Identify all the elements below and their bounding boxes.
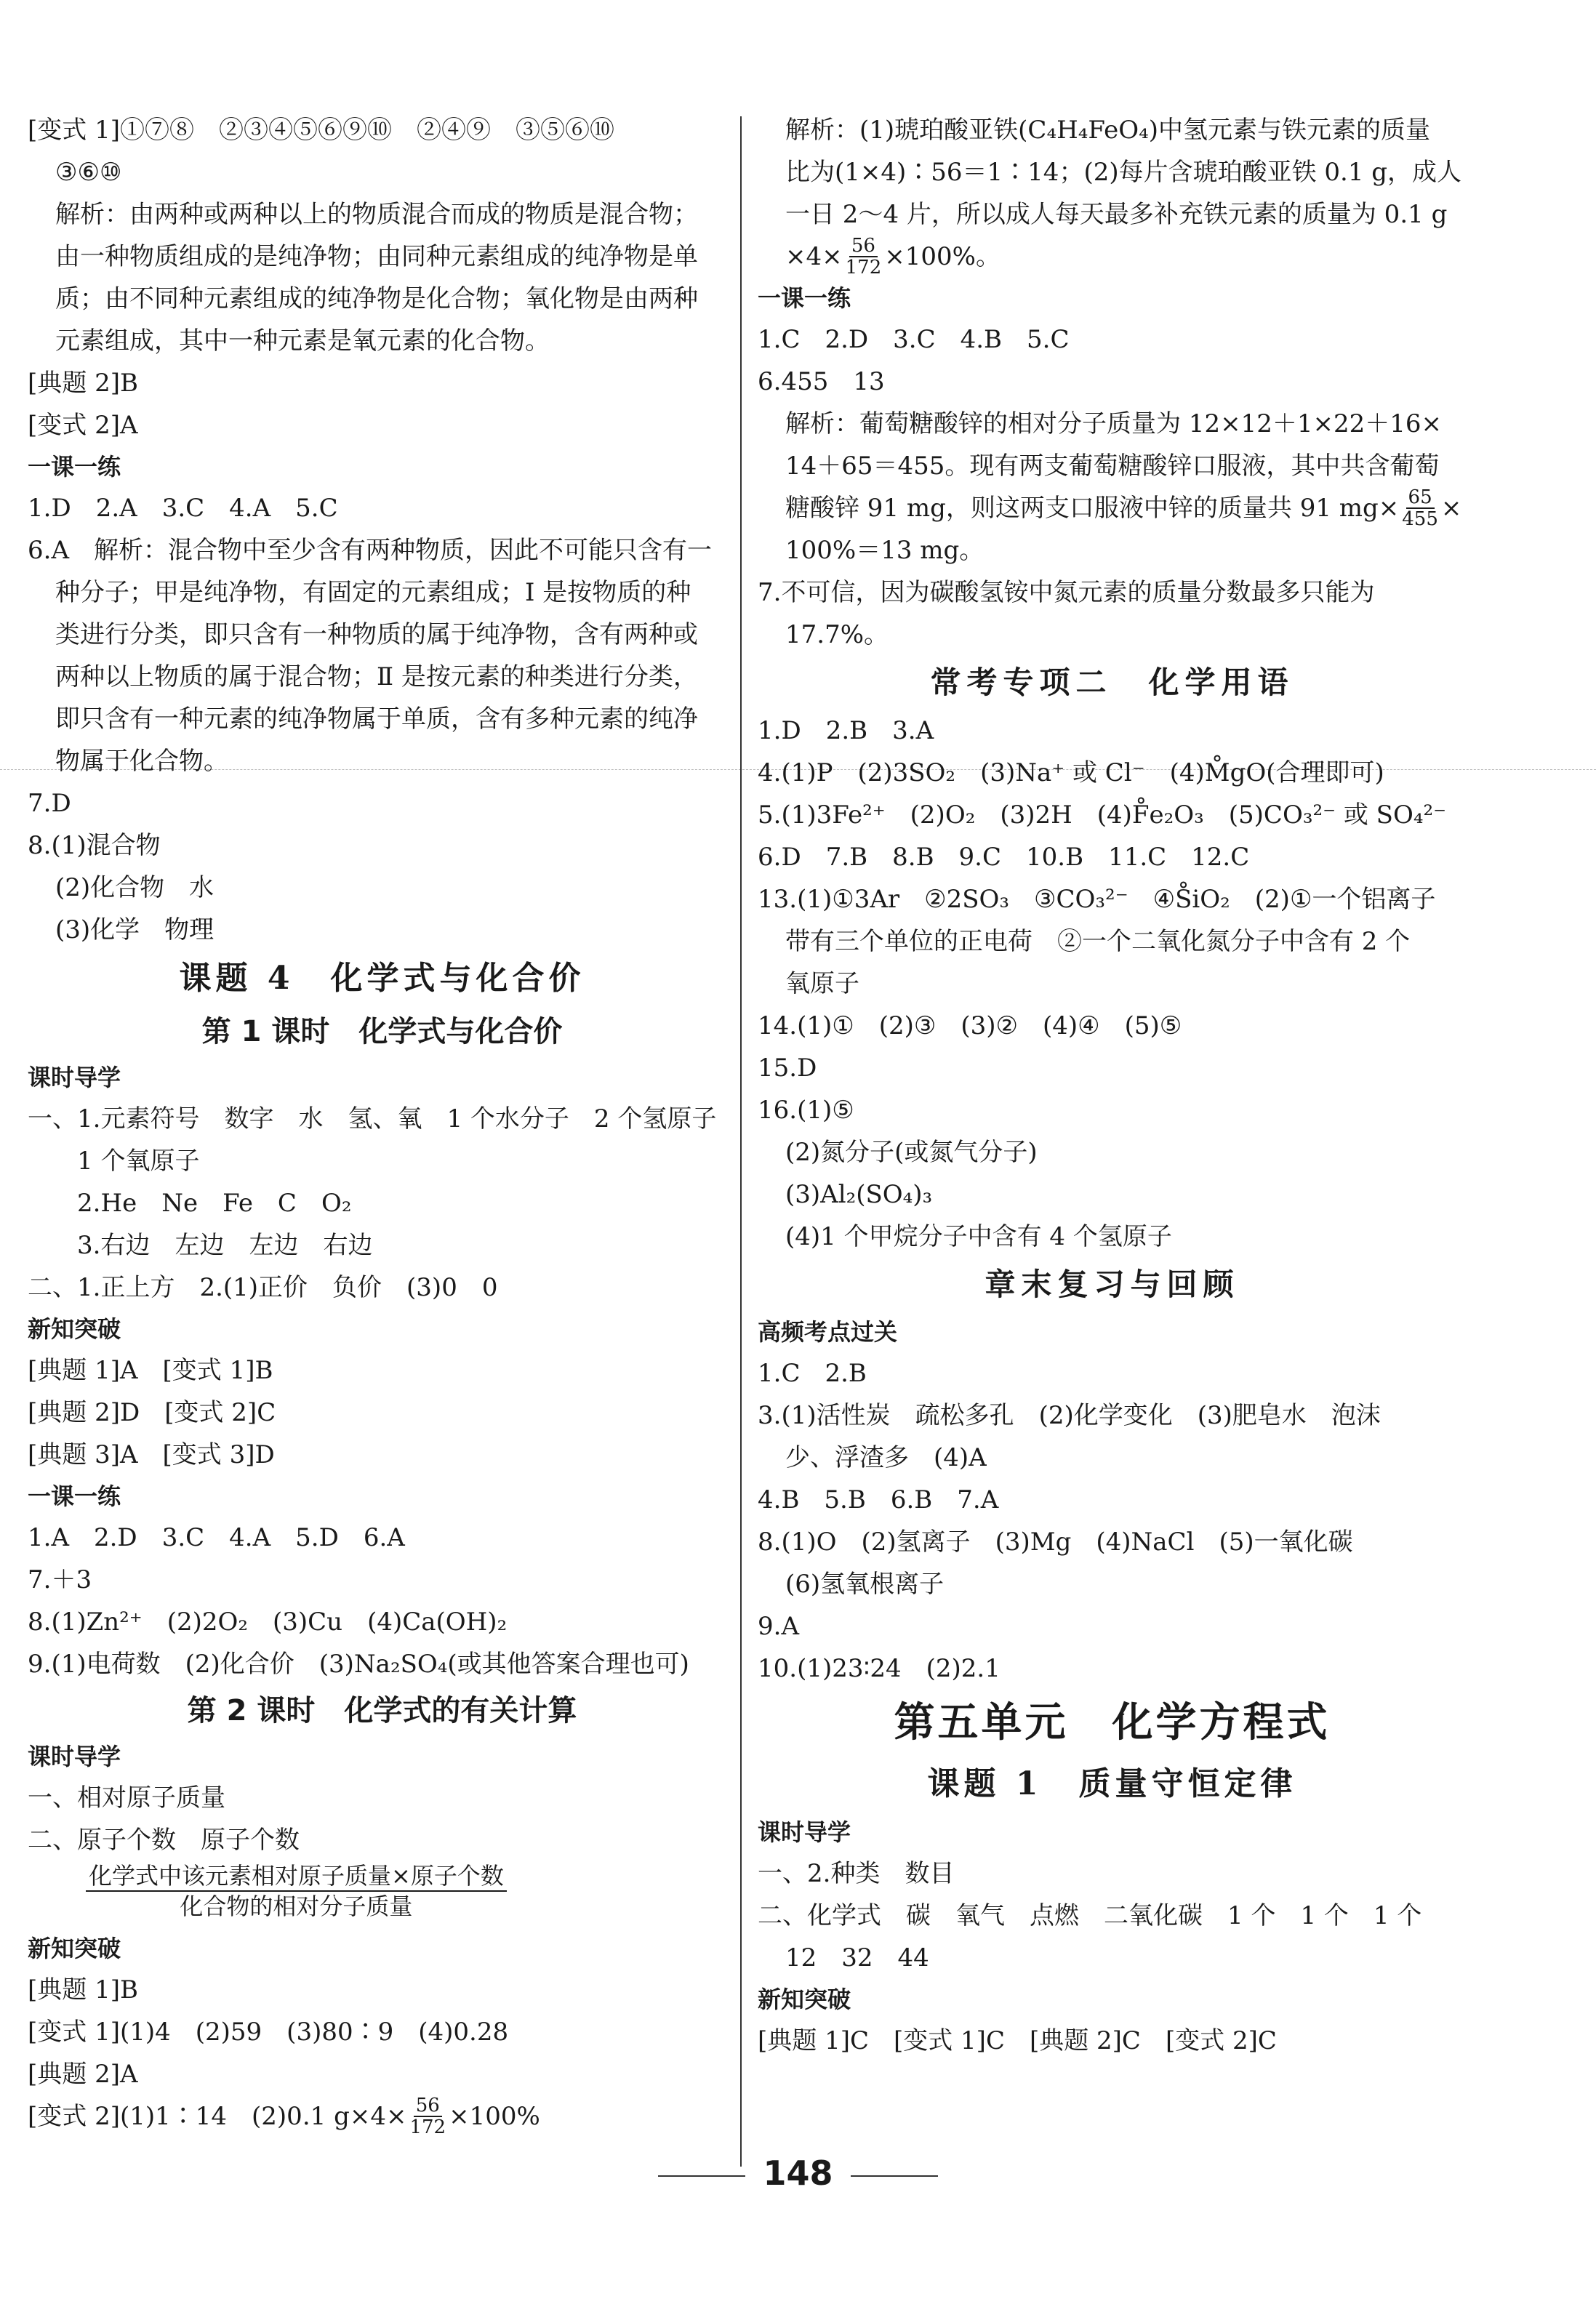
fraction-prefix: 糖酸锌 91 mg，则这两支口服液中锌的质量共 91 mg× xyxy=(785,494,1400,523)
answer-line: 物属于化合物。 xyxy=(55,747,228,776)
fraction-numerator: 56 xyxy=(849,236,878,257)
answer-line: 8.(1)O (2)氢离子 (3)Mg (4)NaCl (5)一氧化碳 xyxy=(758,1528,1353,1557)
answer-line: [典题 2]D [变式 2]C xyxy=(28,1398,276,1427)
answer-line: 100%＝13 mg。 xyxy=(785,536,985,565)
answer-line: 即只含有一种元素的纯净物属于单质，含有多种元素的纯净 xyxy=(55,705,698,734)
section-heading: 第五单元 化学方程式 xyxy=(894,1699,1331,1746)
answer-line: 7.＋3 xyxy=(28,1565,92,1594)
answer-line: 3.右边 左边 左边 右边 xyxy=(77,1231,373,1260)
fraction xyxy=(1402,487,1438,529)
answer-line: 17.7%。 xyxy=(785,620,889,649)
subsection-label: 新知突破 xyxy=(28,1315,121,1343)
answer-line: 1.A 2.D 3.C 4.A 5.D 6.A xyxy=(28,1523,405,1552)
answer-line: 一日 2～4 片，所以成人每天最多补充铁元素的质量为 0.1 g xyxy=(785,200,1448,229)
fraction-prefix: ×4× xyxy=(785,242,843,271)
answer-line: (2)化合物 水 xyxy=(55,873,214,902)
fraction-denominator: 455 xyxy=(1402,508,1438,530)
answer-line: 1.D 2.A 3.C 4.A 5.C xyxy=(28,494,338,523)
answer-line: 7.不可信，因为碳酸氢铵中氮元素的质量分数最多只能为 xyxy=(758,578,1375,607)
answer-line: 种分子；甲是纯净物，有固定的元素组成；Ⅰ 是按物质的种 xyxy=(55,578,691,607)
answer-line: 16.(1)⑤ xyxy=(758,1096,854,1125)
answer-line: 元素组成，其中一种元素是氧元素的化合物。 xyxy=(55,326,550,356)
fraction-denominator: 172 xyxy=(845,257,882,278)
page-number: 148 xyxy=(0,2154,1596,2193)
answer-line: 解析：(1)琥珀酸亚铁(C₄H₄FeO₄)中氢元素与铁元素的质量 xyxy=(785,116,1430,145)
answer-line: 质；由不同种元素组成的纯净物是化合物；氧化物是由两种 xyxy=(55,284,698,313)
answer-line: 一、1.元素符号 数字 水 氢、氧 1 个水分子 2 个氢原子 xyxy=(28,1104,717,1133)
fraction-numerator: 56 xyxy=(414,2095,442,2117)
answer-line: (4)1 个甲烷分子中含有 4 个氢原子 xyxy=(785,1222,1172,1251)
left-column xyxy=(28,109,737,2138)
subsection-label: 一课一练 xyxy=(28,453,121,481)
section-heading: 课题 1 质量守恒定律 xyxy=(927,1765,1297,1802)
answer-line: 二、1.正上方 2.(1)正价 负价 (3)0 0 xyxy=(28,1273,498,1302)
answer-line: 6.455 13 xyxy=(758,367,885,396)
answer-line: 9.(1)电荷数 (2)化合价 (3)Na₂SO₄(或其他答案合理也可) xyxy=(28,1650,689,1679)
formula-denominator: 化合物的相对分子质量 xyxy=(180,1892,413,1920)
answer-line: (3)化学 物理 xyxy=(55,915,214,944)
answer-line: (3)Al₂(SO₄)₃ xyxy=(785,1180,933,1209)
answer-line-fraction xyxy=(758,487,1467,529)
answer-line-fraction xyxy=(758,236,1467,278)
answer-line: 二、化学式 碳 氧气 点燃 二氧化碳 1 个 1 个 1 个 xyxy=(758,1901,1422,1930)
answer-line: (2)氮分子(或氮气分子) xyxy=(785,1138,1038,1167)
subsection-label: 课时导学 xyxy=(28,1064,121,1091)
answer-line: 3.(1)活性炭 疏松多孔 (2)化学变化 (3)肥皂水 泡沫 xyxy=(758,1401,1381,1430)
subsection-label: 一课一练 xyxy=(758,284,851,312)
answer-line: 两种以上物质的属于混合物；Ⅱ 是按元素的种类进行分类， xyxy=(55,662,698,691)
subsection-label: 新知突破 xyxy=(28,1935,121,1962)
answer-line: 12 32 44 xyxy=(785,1943,929,1972)
answer-line: 1.C 2.D 3.C 4.B 5.C xyxy=(758,325,1070,354)
fraction-suffix: ×100%。 xyxy=(884,242,1000,271)
subsection-label: 课时导学 xyxy=(758,1818,851,1846)
answer-line: 2.He Ne Fe C O₂ xyxy=(77,1189,352,1218)
formula-numerator: 化学式中该元素相对原子质量×原子个数 xyxy=(86,1861,507,1892)
answer-line: 一、相对原子质量 xyxy=(28,1783,225,1813)
answer-line: 6.D 7.B 8.B 9.C 10.B 11.C 12.C xyxy=(758,843,1250,872)
answer-line: 4.B 5.B 6.B 7.A xyxy=(758,1485,999,1514)
fraction-numerator: 65 xyxy=(1406,487,1435,509)
answer-line: 5.(1)3Fe²⁺ (2)O₂ (3)2H (4)F̊e₂O₃ (5)CO₃²⁻ 或 SO₄²⁻ xyxy=(758,800,1447,830)
fraction xyxy=(409,2095,446,2138)
subsection-label: 课时导学 xyxy=(28,1743,121,1770)
answer-line: 1.D 2.B 3.A xyxy=(758,716,934,745)
answer-line: 8.(1)Zn²⁺ (2)2O₂ (3)Cu (4)Ca(OH)₂ xyxy=(28,1607,508,1637)
fraction-suffix: ×100% xyxy=(449,2102,540,2131)
answer-line: [典题 2]A xyxy=(28,2060,138,2089)
section-heading: 课题 4 化学式与化合价 xyxy=(179,960,585,997)
answer-line-fraction xyxy=(28,2095,737,2138)
right-column xyxy=(758,109,1467,2062)
section-heading: 第 2 课时 化学式的有关计算 xyxy=(187,1694,577,1727)
answer-line: ③⑥⑩ xyxy=(55,158,122,187)
answer-line: 13.(1)①3Ar ②2SO₃ ③CO₃²⁻ ④S̊iO₂ (2)①一个铝离子 xyxy=(758,885,1436,914)
answer-line: [变式 2]A xyxy=(28,411,138,440)
answer-line: 7.D xyxy=(28,789,71,818)
fraction-prefix: [变式 2](1)1∶14 (2)0.1 g×4× xyxy=(28,2102,407,2131)
answer-line: 二、原子个数 原子个数 xyxy=(28,1826,300,1855)
fraction-suffix: × xyxy=(1440,494,1462,523)
answer-line: 14.(1)① (2)③ (3)② (4)④ (5)⑤ xyxy=(758,1011,1182,1040)
subsection-label: 新知突破 xyxy=(758,1986,851,2013)
section-heading: 章末复习与回顾 xyxy=(985,1267,1240,1302)
answer-line: 由一种物质组成的是纯净物；由同种元素组成的纯净物是单 xyxy=(55,242,698,271)
answer-line: [典题 3]A [变式 3]D xyxy=(28,1440,275,1469)
answer-line: [典题 2]B xyxy=(28,369,138,398)
answer-line: 比为(1×4)∶56＝1∶14；(2)每片含琥珀酸亚铁 0.1 g，成人 xyxy=(785,158,1462,187)
answer-line: 带有三个单位的正电荷 ②一个二氧化氮分子中含有 2 个 xyxy=(785,927,1411,956)
answer-line: [典题 1]B xyxy=(28,1975,138,2004)
answer-line: 少、浮渣多 (4)A xyxy=(785,1443,987,1472)
answer-line: 类进行分类，即只含有一种物质的属于纯净物，含有两种或 xyxy=(55,620,698,649)
section-heading: 第 1 课时 化学式与化合价 xyxy=(201,1015,563,1048)
answer-line: [典题 1]A [变式 1]B xyxy=(28,1356,273,1385)
column-divider xyxy=(740,116,742,2167)
answer-line: [变式 1]①⑦⑧ ②③④⑤⑥⑨⑩ ②④⑨ ③⑤⑥⑩ xyxy=(28,116,614,145)
answer-line: (6)氢氧根离子 xyxy=(785,1570,945,1599)
answer-line: 9.A xyxy=(758,1612,799,1641)
answer-line: 8.(1)混合物 xyxy=(28,831,161,860)
answer-line: 1 个氧原子 xyxy=(77,1147,200,1176)
answer-line: 1.C 2.B xyxy=(758,1359,867,1388)
answer-line: 10.(1)23∶24 (2)2.1 xyxy=(758,1654,1000,1683)
answer-line: 14＋65＝455。现有两支葡萄糖酸锌口服液，其中共含葡萄 xyxy=(785,451,1440,481)
answer-line: 氧原子 xyxy=(785,969,859,998)
answer-line: 4.(1)P (2)3SO₂ (3)Na⁺ 或 Cl⁻ (4)M̊gO(合理即可) xyxy=(758,758,1384,787)
answer-line: [变式 1](1)4 (2)59 (3)80∶9 (4)0.28 xyxy=(28,2018,509,2047)
answer-line: 解析：由两种或两种以上的物质混合而成的物质是混合物； xyxy=(55,200,698,229)
mass-fraction-formula xyxy=(86,1861,507,1921)
answer-line: [典题 1]C [变式 1]C [典题 2]C [变式 2]C xyxy=(758,2026,1277,2055)
answer-line: 6.A 解析：混合物中至少含有两种物质，因此不可能只含有一 xyxy=(28,536,712,565)
fraction-denominator: 172 xyxy=(409,2116,446,2138)
answer-line: 一、2.种类 数目 xyxy=(758,1859,955,1888)
subsection-label: 高频考点过关 xyxy=(758,1318,898,1346)
subsection-label: 一课一练 xyxy=(28,1482,121,1510)
answer-line: 解析：葡萄糖酸锌的相对分子质量为 12×12＋1×22＋16× xyxy=(785,409,1442,438)
fraction xyxy=(846,236,882,278)
answer-line: 15.D xyxy=(758,1053,817,1083)
section-heading: 常考专项二 化学用语 xyxy=(930,665,1294,700)
